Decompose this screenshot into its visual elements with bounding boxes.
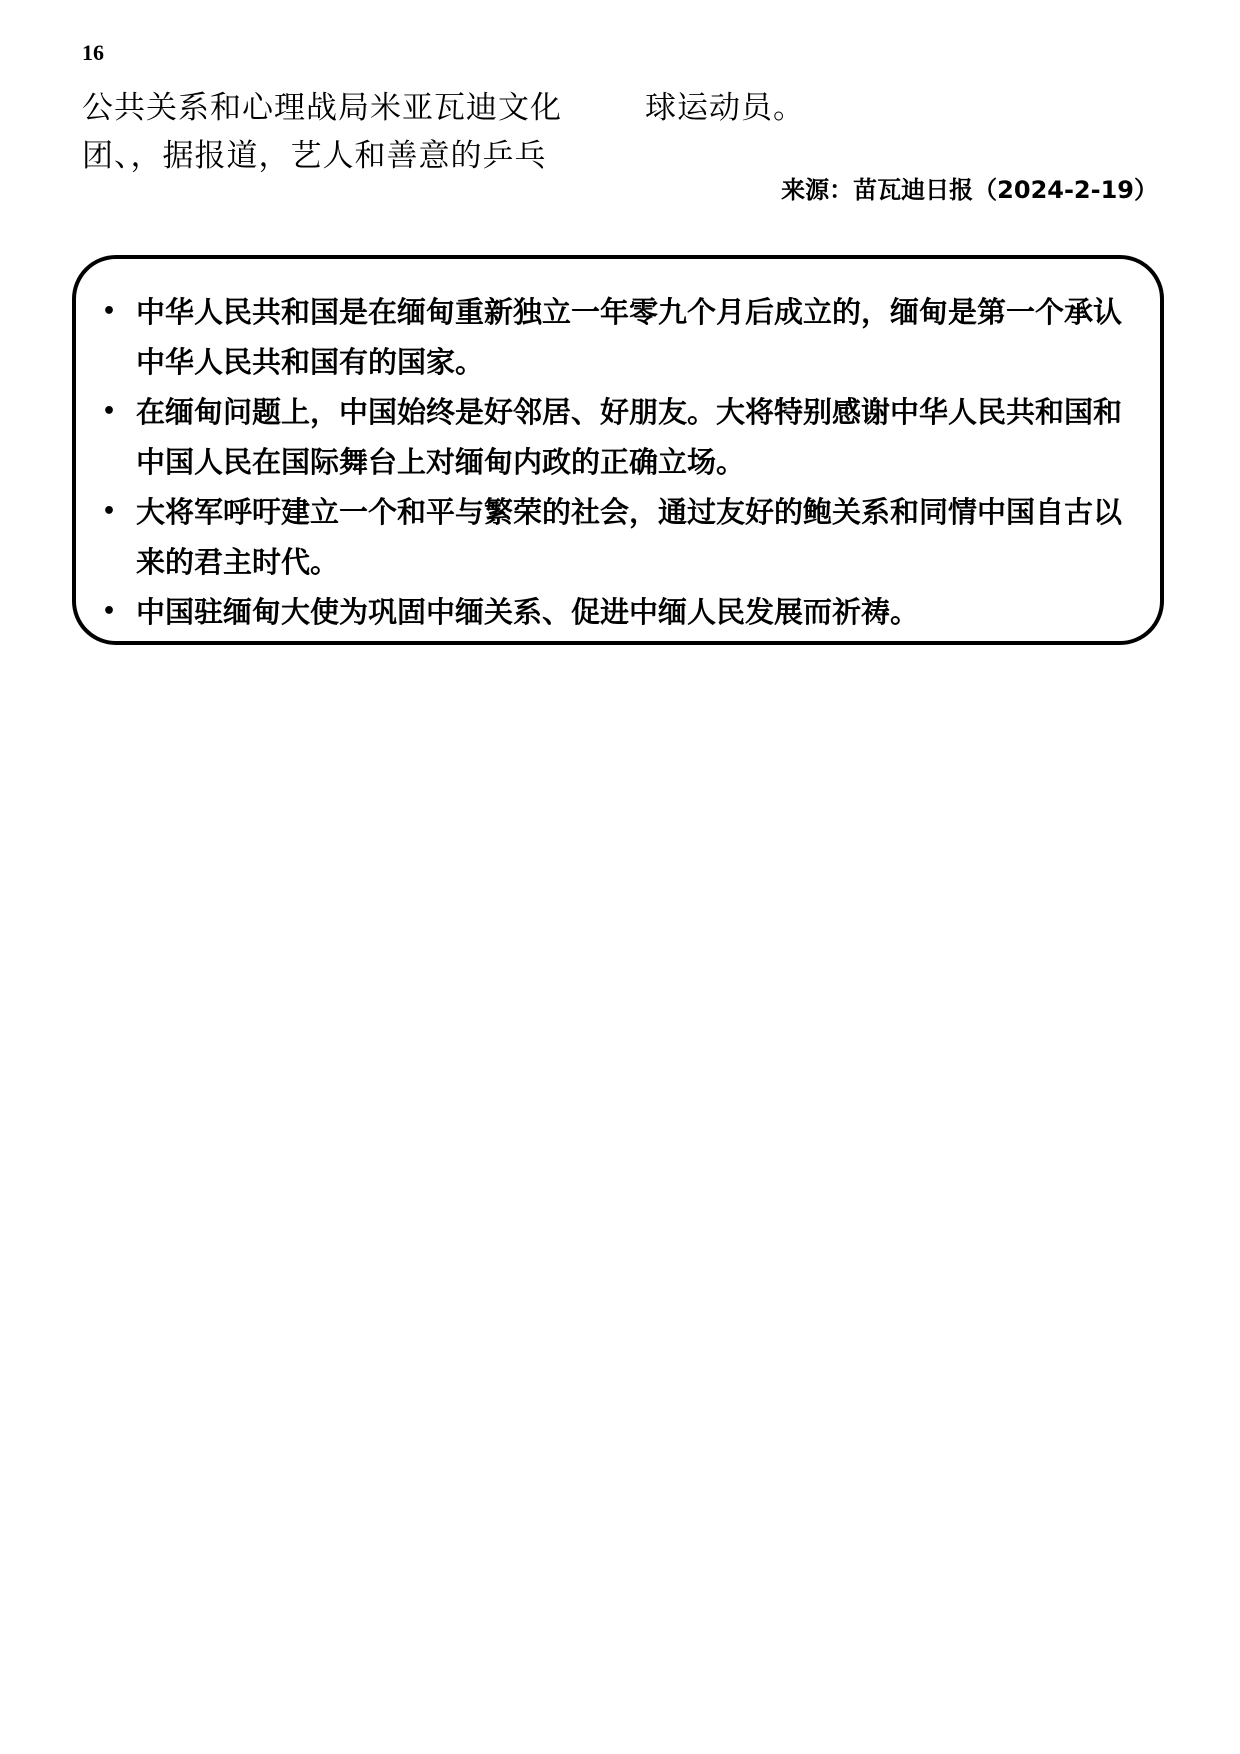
article-line: 公共关系和心理战局米亚瓦迪文化 [82,90,562,126]
key-point-text: 中华人民共和国是在缅甸重新独立一年零九个月后成立的，缅甸是第一个承认中华人民共和国有的国家。 [136,295,1123,379]
article-right-column [645,84,805,132]
source-citation: 来源：苗瓦迪日报（2024-2-19） [781,176,1158,204]
page-number: 16 [82,40,104,65]
key-point-text: 大将军呼吁建立一个和平与繁荣的社会，通过友好的鲍关系和同情中国自古以来的君主时代。 [136,495,1123,579]
key-point-item [102,387,1142,487]
bullet-icon: • [102,599,117,624]
article-line: 球运动员。 [645,90,805,126]
key-point-item [102,287,1142,387]
key-point-item [102,487,1142,587]
article-line: 团、，据报道，艺人和善意的乒乓 [82,138,547,174]
bullet-icon: • [102,499,117,524]
key-point-text: 中国驻缅甸大使为巩固中缅关系、促进中缅人民发展而祈祷。 [136,595,920,629]
key-points-list [102,287,1142,637]
bullet-icon: • [102,299,117,324]
key-points-box [72,255,1164,645]
bullet-icon: • [102,399,117,424]
key-point-text: 在缅甸问题上，中国始终是好邻居、好朋友。大将特别感谢中华人民共和国和中国人民在国际舞台上对缅甸内政的正确立场。 [136,395,1123,479]
key-point-item [102,587,1142,637]
article-left-column [82,84,562,180]
